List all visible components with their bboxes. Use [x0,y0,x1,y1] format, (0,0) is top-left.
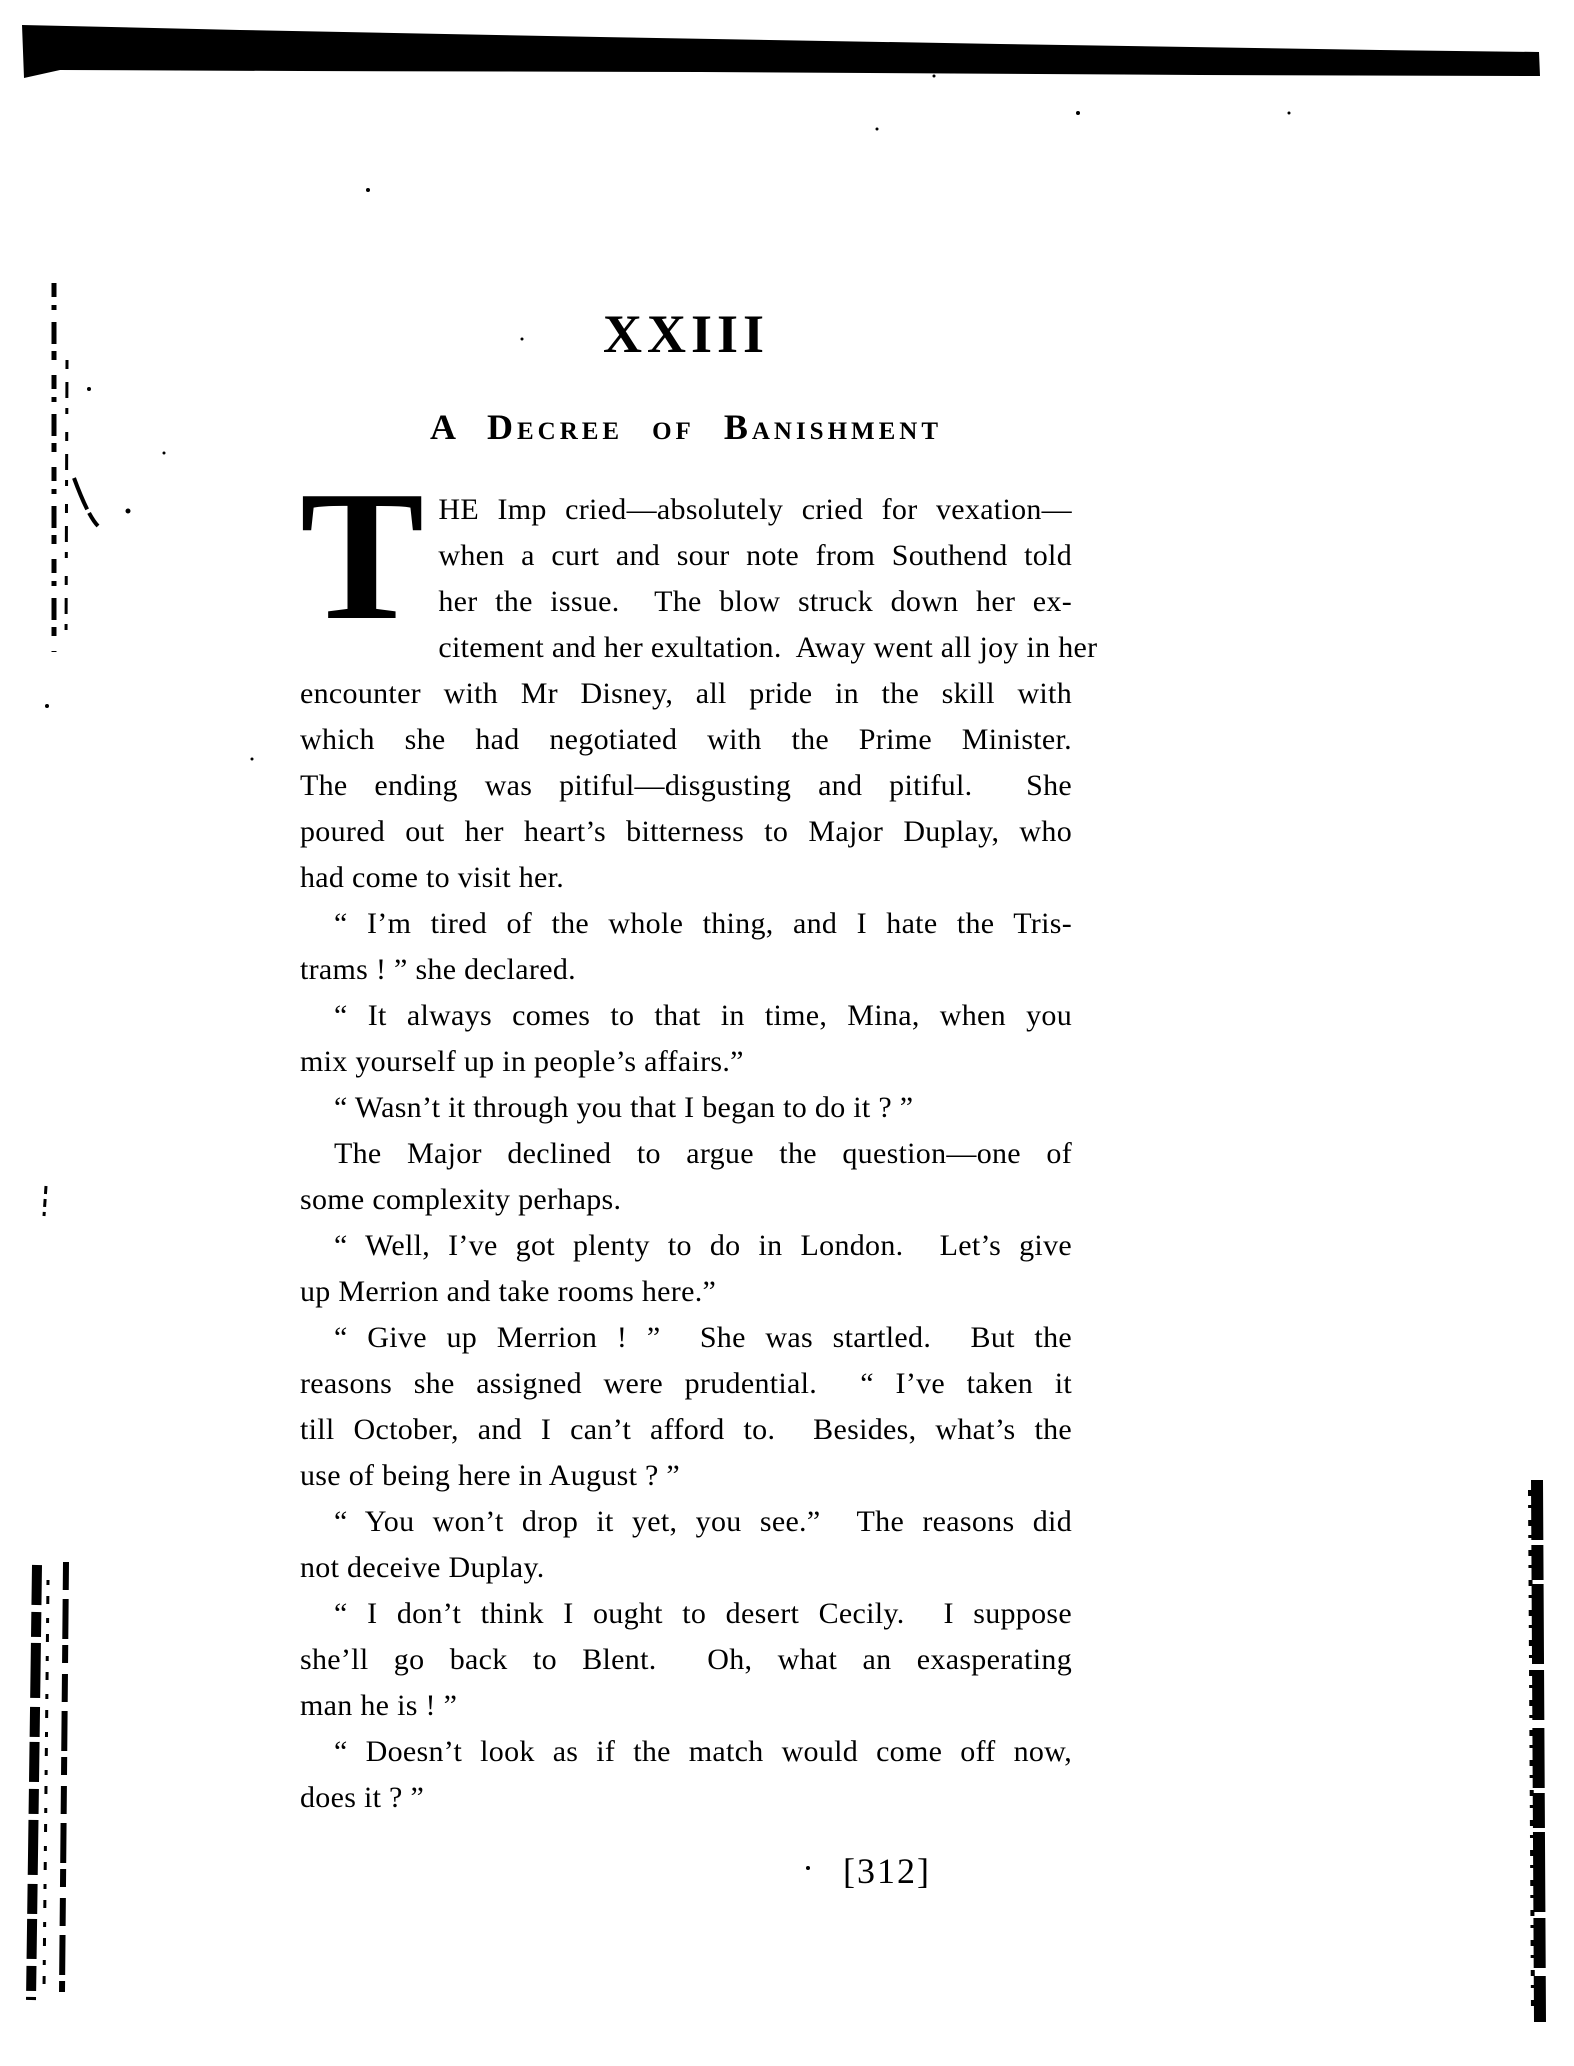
scan-artifact-top-bar [22,25,1540,78]
text-line: “ Give up Merrion ! ” She was startled. But the [334,1321,1072,1354]
text-line: had come to visit her. [300,861,565,894]
text-line: not deceive Duplay. [300,1551,545,1584]
paragraph [300,1131,1072,1223]
text-line: “ It always comes to that in time, Mina, when you [334,999,1072,1032]
paragraph [300,1591,1072,1729]
scan-artifact-left-streak-upper [44,283,98,1216]
scan-artifact-right-streak [1530,1480,1540,2022]
page-number: [312] [843,1851,931,1891]
text-line: trams ! ” she declared. [300,953,576,986]
drop-cap: T [300,453,425,659]
text-line: mix yourself up in people’s affairs.” [300,1045,744,1078]
text-line: “ I’m tired of the whole thing, and I hate the Tris- [334,907,1072,940]
chapter-title: A Decree of Banishment [429,407,943,447]
text-line: “ You won’t drop it yet, you see.” The reasons did [334,1505,1072,1538]
text-line: The ending was pitiful—disgusting and pitiful. She [300,769,1072,802]
paragraph [300,1085,1072,1131]
paragraph [300,901,1072,993]
text-line: man he is ! ” [300,1689,458,1722]
paragraph [300,1729,1072,1821]
text-line: her the issue. The blow struck down her ex- [438,585,1072,618]
text-line: does it ? ” [300,1781,425,1814]
text-line: “ I don’t think I ought to desert Cecily. I suppose [334,1597,1072,1630]
text-line: poured out her heart’s bitterness to Major Duplay, who [300,815,1072,848]
text-line: citement and her exultation. Away went all joy in her [438,631,1098,664]
text-line: “ Doesn’t look as if the match would come off now, [334,1735,1072,1768]
text-line: reasons she assigned were prudential. “ I’ve taken it [300,1367,1072,1400]
paragraph [300,1499,1072,1591]
text-line: HE Imp cried—absolutely cried for vexation— [438,493,1072,526]
text-line: “ Wasn’t it through you that I began to do it ? ” [334,1091,914,1124]
text-line: which she had negotiated with the Prime Minister. [300,723,1072,756]
body-text [300,453,1098,1821]
paragraph [300,1223,1072,1315]
text-line: encounter with Mr Disney, all pride in the skill with [300,677,1072,710]
paragraph [300,993,1072,1085]
text-line: when a curt and sour note from Southend told [438,539,1072,572]
text-line: till October, and I can’t afford to. Besides, what’s the [300,1413,1072,1446]
text-line: up Merrion and take rooms here.” [300,1275,717,1308]
paragraph [300,453,1098,901]
text-line: “ Well, I’ve got plenty to do in London. Let’s give [334,1229,1072,1262]
paragraph [300,1315,1072,1499]
chapter-number: XXIII [602,304,770,364]
text-line: The Major declined to argue the question—one of [334,1137,1072,1170]
text-line: she’ll go back to Blent. Oh, what an exasperating [300,1643,1072,1676]
text-line: use of being here in August ? ” [300,1459,681,1492]
scan-artifact-left-streak-lower [31,1562,66,2000]
text-line: some complexity perhaps. [300,1183,622,1216]
